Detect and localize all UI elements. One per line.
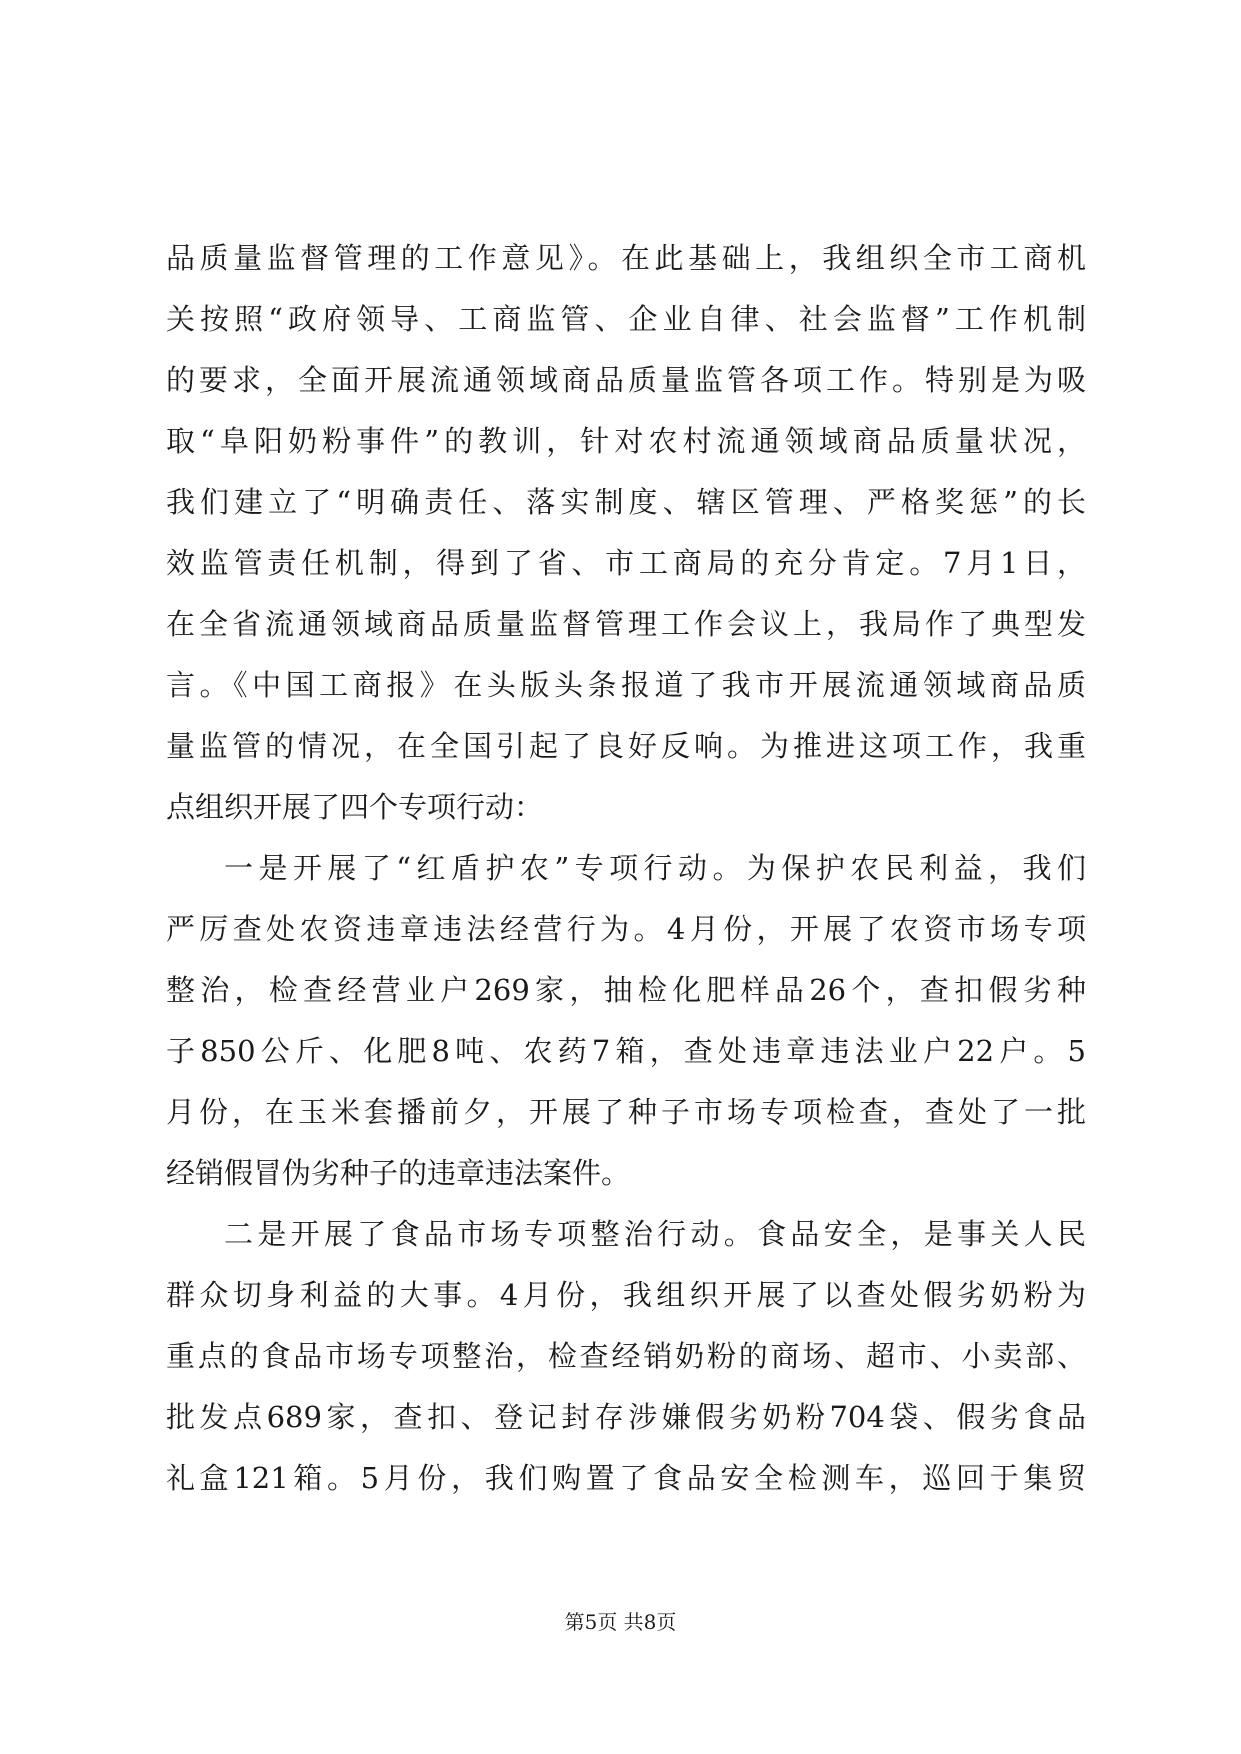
text-line: 子850公斤、化肥8吨、农药7箱，查处违章违法业户22户。5: [166, 1034, 1086, 1068]
text-line: 言。《中国工商报》在头版头条报道了我市开展流通领域商品质: [166, 668, 1086, 702]
text-line: 严厉查处农资违章违法经营行为。4月份，开展了农资市场专项: [166, 912, 1086, 946]
text-line: 取“阜阳奶粉事件”的教训，针对农村流通领域商品质量状况，: [166, 424, 1086, 458]
text-line: 的要求，全面开展流通领域商品质量监管各项工作。特别是为吸: [166, 363, 1086, 397]
text-line: 效监管责任机制，得到了省、市工商局的充分肯定。7月1日，: [166, 546, 1086, 580]
text-line: 量监管的情况，在全国引起了良好反响。为推进这项工作，我重: [166, 729, 1086, 763]
text-line: 关按照“政府领导、工商监管、企业自律、社会监督”工作机制: [166, 302, 1086, 336]
text-line: 群众切身利益的大事。4月份，我组织开展了以查处假劣奶粉为: [166, 1278, 1086, 1312]
text-line: 重点的食品市场专项整治，检查经销奶粉的商场、超市、小卖部、: [166, 1339, 1086, 1373]
text-line: 批发点689家，查扣、登记封存涉嫌假劣奶粉704袋、假劣食品: [166, 1400, 1086, 1434]
text-line: 我们建立了“明确责任、落实制度、辖区管理、严格奖惩”的长: [166, 485, 1086, 519]
paragraph-start-line: 一是开展了“红盾护农”专项行动。为保护农民利益，我们: [224, 851, 1086, 885]
paragraph-start-line: 二是开展了食品市场专项整治行动。食品安全，是事关人民: [224, 1217, 1086, 1251]
page-number-footer: 第5页 共8页: [564, 1610, 677, 1634]
text-line: 礼盒121箱。5月份，我们购置了食品安全检测车，巡回于集贸: [166, 1461, 1086, 1495]
text-line: 在全省流通领域商品质量监督管理工作会议上，我局作了典型发: [166, 607, 1086, 641]
text-line: 品质量监督管理的工作意见》。在此基础上，我组织全市工商机: [166, 241, 1086, 275]
text-line: 点组织开展了四个专项行动：: [166, 790, 544, 824]
text-line: 整治，检查经营业户269家，抽检化肥样品26个，查扣假劣种: [166, 973, 1086, 1007]
body-text: [166, 228, 1086, 1509]
text-line: 月份，在玉米套播前夕，开展了种子市场专项检查，查处了一批: [166, 1095, 1086, 1129]
text-line: 经销假冒伪劣种子的违章违法案件。: [166, 1156, 631, 1190]
